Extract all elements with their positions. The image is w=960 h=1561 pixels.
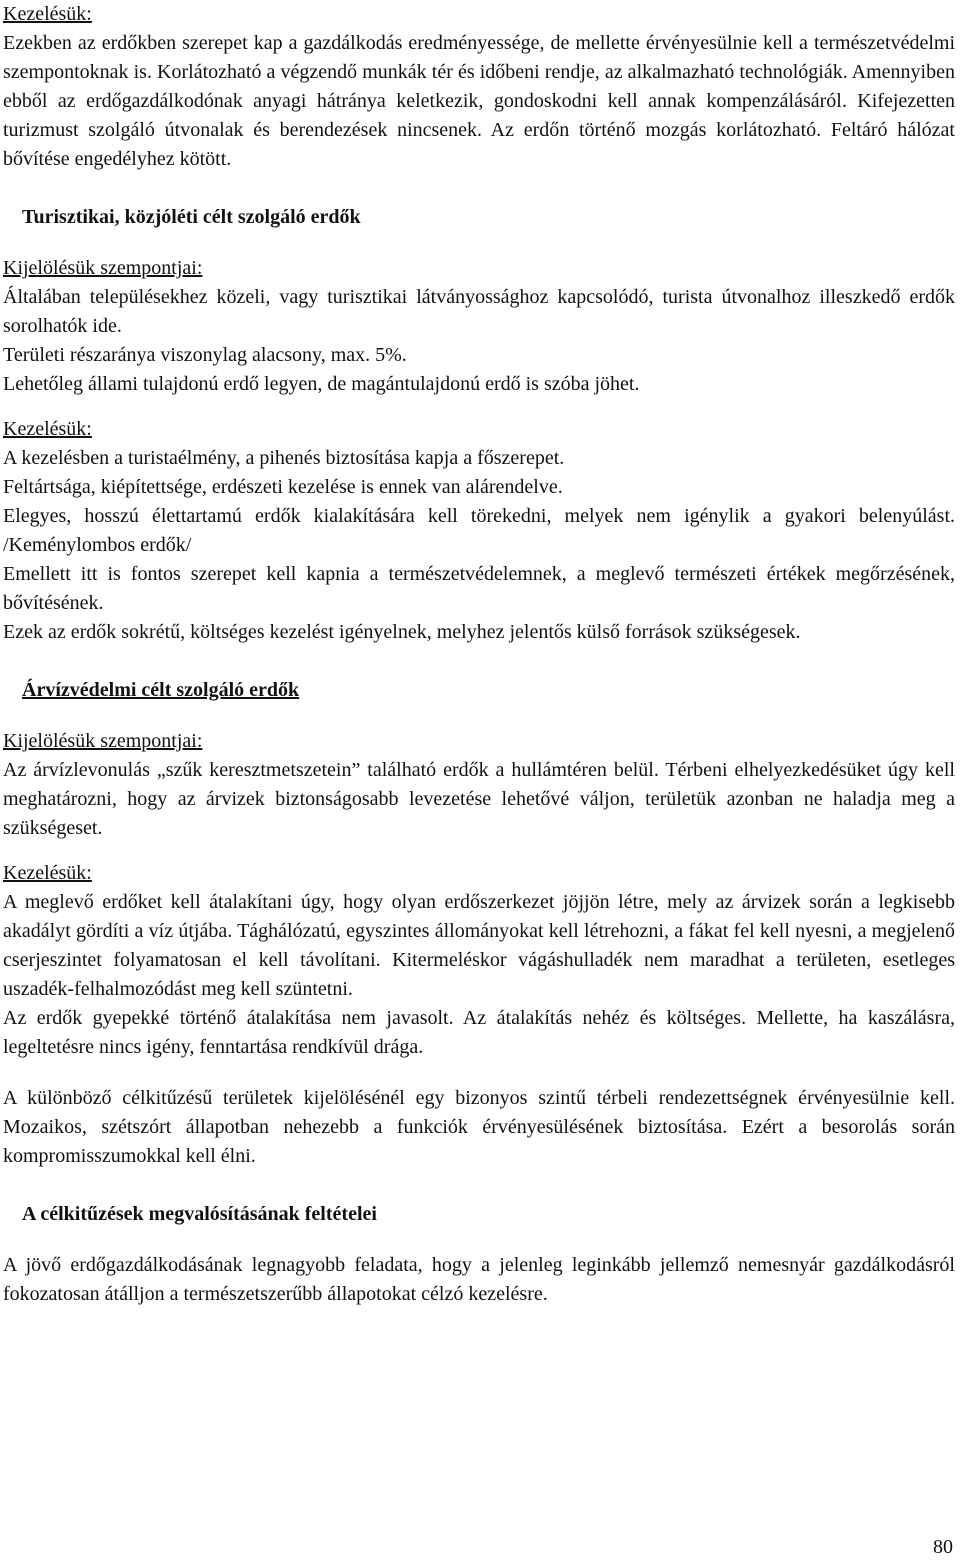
criteria-paragraph: Az árvízlevonulás „szűk keresztmetszetein” található erdők a hullámtéren belül. Térbeni elhelyezkedésüket úgy kell meghatározni, hogy az árvizek biztonságosabb levezetése lehetővé váljon, területük azonban ne haladja meg a szükségeset. (3, 759, 955, 839)
management-paragraph: Elegyes, hosszú élettartamú erdők kialakítására kell törekedni, melyek nem igénylik a gyakori belenyúlást. /Keménylombos erdők/ (3, 505, 955, 556)
page-number: 80 (933, 1536, 953, 1558)
management-paragraph: Ezekben az erdőkben szerepet kap a gazdálkodás eredményessége, de mellette érvényesülnie kell a természetvédelmi szempontoknak is. Korlátozható a végzendő munkák tér és időbeni rendje, az alkalmazható technológiák. Amennyiben ebből az erdőgazdálkodónak anyagi hátránya keletkezik, gondoskodni kell annak kompenzálásáról. Kifejezetten turizmust szolgáló útvonalak és berendezések nincsenek. Az erdőn történő mozgás korlátozható. Feltáró hálózat bővítése engedélyhez kötött. (3, 32, 955, 170)
criteria-paragraph: Területi részaránya viszonylag alacsony, max. 5%. (3, 344, 407, 366)
mosaic-paragraph: A különböző célkitűzésű területek kijelölésénél egy bizonyos szintű térbeli rendezettségnek érvényesülnie kell. Mozaikos, szétszórt állapotban nehezebb a funkciók érvényesülésének biztosítása. Ezért a besorolás során kompromisszumokkal kell élni. (3, 1087, 955, 1167)
management-paragraph: A meglevő erdőket kell átalakítani úgy, hogy olyan erdőszerkezet jöjjön létre, mely az árvizek során a legkisebb akadályt gördíti a víz útjába. Tághálózatú, egyszintes állományokat kell létrehozni, a fákat fel kell nyesni, a megjelenő cserjeszintet folyamatosan el kell távolítani. Kitermeléskor vágáshulladék nem maradhat a területen, esetleges uszadék-felhalmozódást meg kell szüntetni. (3, 891, 955, 1000)
management-label: Kezelésük: (3, 418, 92, 440)
document-page (3, 0, 955, 1309)
management-paragraph: Az erdők gyepekké történő átalakítása nem javasolt. Az átalakítás nehéz és költséges. Mellette, ha kaszálásra, legeltetésre nincs igény, fenntartása rendkívül drága. (3, 1007, 955, 1058)
management-paragraph: Ezek az erdők sokrétű, költséges kezelést igényelnek, melyhez jelentős külső források szükségesek. (3, 621, 801, 643)
criteria-label: Kijelölésük szempontjai: (3, 730, 203, 752)
section-heading-conditions: A célkitűzések megvalósításának feltételei (22, 1203, 377, 1225)
management-label: Kezelésük: (3, 862, 92, 884)
conditions-paragraph: A jövő erdőgazdálkodásának legnagyobb feladata, hogy a jelenleg leginkább jellemző nemesnyár gazdálkodásról fokozatosan átálljon a természetszerűbb állapotokat célzó kezelésre. (3, 1254, 955, 1305)
management-paragraph: Feltártsága, kiépítettsége, erdészeti kezelése is ennek van alárendelve. (3, 476, 563, 498)
management-paragraph: A kezelésben a turistaélmény, a pihenés biztosítása kapja a főszerepet. (3, 447, 565, 469)
criteria-paragraph: Általában településekhez közeli, vagy turisztikai látványossághoz kapcsolódó, turista útvonalhoz illeszkedő erdők sorolhatók ide. (3, 286, 955, 337)
criteria-label: Kijelölésük szempontjai: (3, 257, 203, 279)
section-heading-tourism: Turisztikai, közjóléti célt szolgáló erdők (22, 206, 361, 228)
criteria-paragraph: Lehetőleg állami tulajdonú erdő legyen, de magántulajdonú erdő is szóba jöhet. (3, 373, 640, 395)
management-paragraph: Emellett itt is fontos szerepet kell kapnia a természetvédelemnek, a meglevő természeti értékek megőrzésének, bővítésének. (3, 563, 955, 614)
section-heading-flood: Árvízvédelmi célt szolgáló erdők (22, 679, 300, 701)
management-label: Kezelésük: (3, 3, 92, 25)
